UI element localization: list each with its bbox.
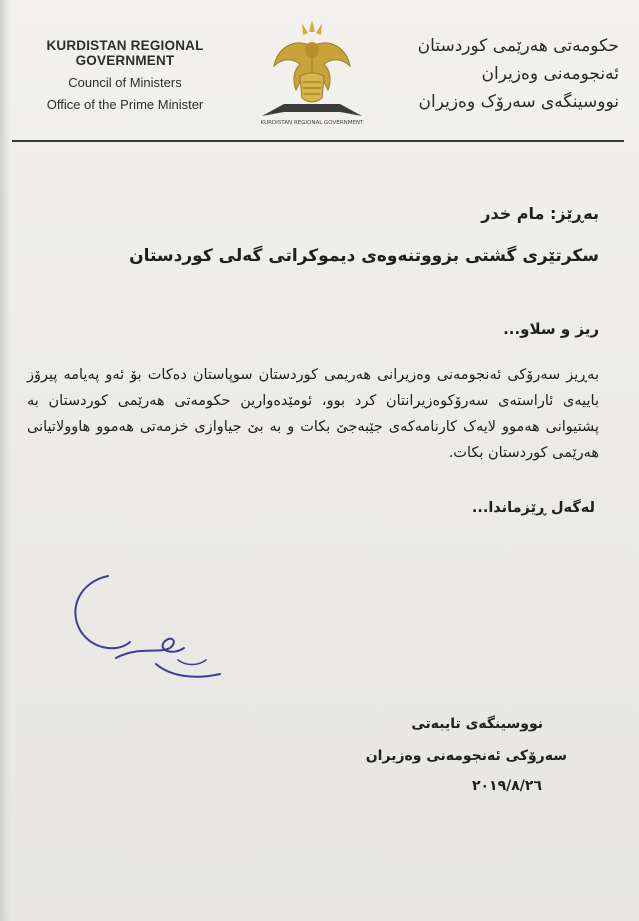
- header-en-office: Office of the Prime Minister: [46, 97, 204, 112]
- recipient-prefix: بەڕێز:: [550, 204, 599, 223]
- recipient-title: سکرتێری گشتی بزووتنەوەی دیموکراتی گەلی کوردستان: [129, 246, 599, 266]
- emblem-caption: KURDISTAN REGIONAL GOVERNMENT: [260, 120, 364, 126]
- header-ku-council: ئەنجومەنی وەزیران: [481, 64, 619, 84]
- header-en-government: KURDISTAN REGIONAL GOVERNMENT: [46, 38, 204, 68]
- header-ku-office: نووسینگەی سەرۆک وەزیران: [418, 92, 619, 112]
- header-divider: [12, 140, 624, 142]
- header-en-council: Council of Ministers: [68, 75, 182, 90]
- handwritten-signature: [60, 568, 240, 718]
- paper-edge: [0, 0, 10, 921]
- krg-emblem-logo: [256, 18, 368, 128]
- closing-line: لەگەل ڕێزماندا...: [471, 500, 595, 516]
- header-kurdish: [379, 32, 619, 116]
- greeting: ریز و سلاو...: [503, 320, 599, 338]
- recipient-name: مام خدر: [481, 204, 545, 223]
- header-ku-government: حکومەتی هەرێمی کوردستان: [417, 36, 619, 56]
- letter-body: بەڕیز سەرۆکی ئەنجومەنی وەزیرانی هەریمی کوردستان سوپاستان دەکات بۆ ئەو پەیامە پیرۆز باییەی ئاراستەی سەرۆکوەزیرانتان کرد بوو، ئومێدەوارین حکومەتی هەرێمی کوردستان بە پشتیوانی هەموو لایەک کارنامەکەی جێبەجێ بکات و بە بێ جیاوازی خزمەتی هەموو هاوولاتیانی هەرێمی کوردستان بکات.: [27, 367, 599, 461]
- letter-date: ٢٠١٩/٨/٢٦: [471, 778, 542, 794]
- signatory-office: نووسینگەی تایبەتی: [411, 716, 543, 732]
- recipient-line: [481, 204, 599, 223]
- signatory-title: سەرۆکی ئەنجومەنی وەزیران: [365, 748, 567, 764]
- header-english: [10, 38, 240, 112]
